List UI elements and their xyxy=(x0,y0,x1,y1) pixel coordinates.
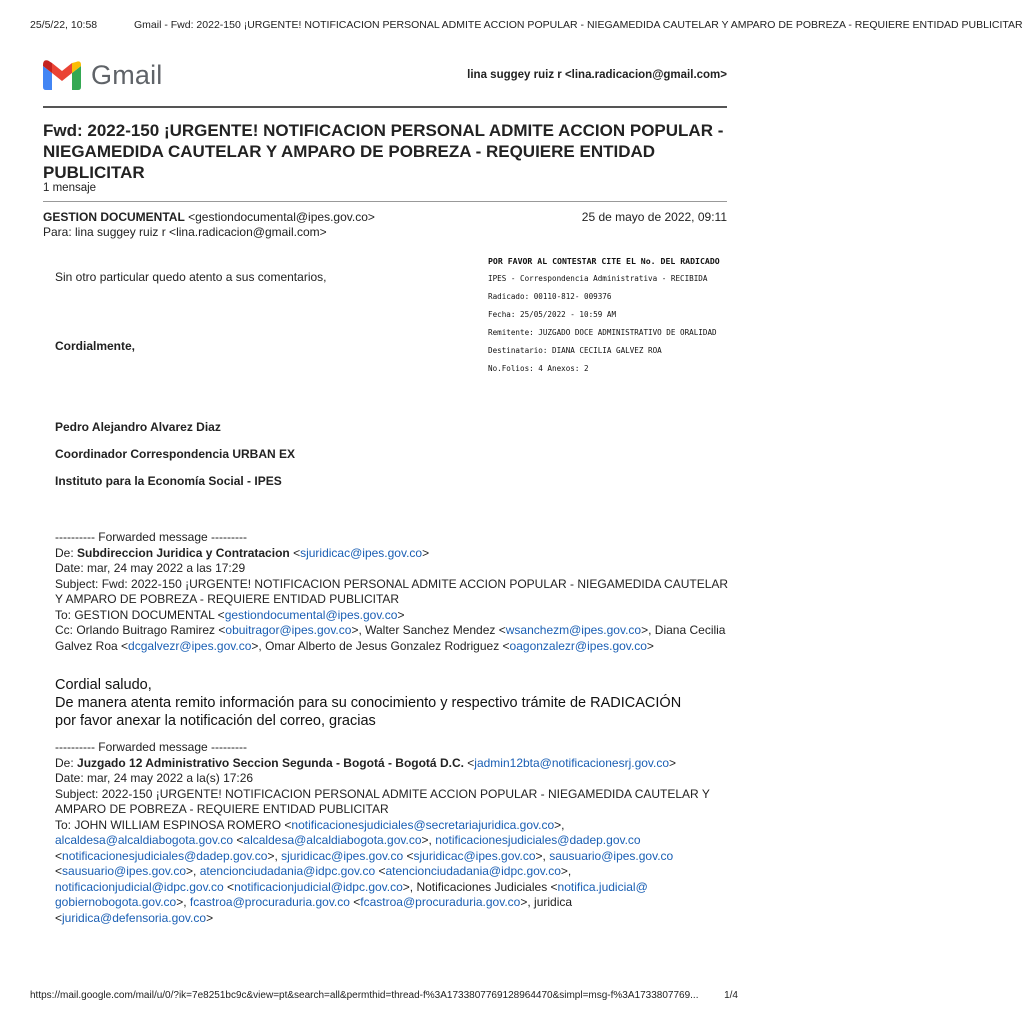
note-line: por favor anexar la notificación del correo, gracias xyxy=(55,713,376,729)
forward-marker: ---------- Forwarded message --------- xyxy=(55,530,247,544)
email-link[interactable]: fcastroa@procuraduria.gov.co xyxy=(360,895,521,909)
note-line: De manera atenta remito información para su conocimiento y respectivo trámite de RADICACIÓN xyxy=(55,695,682,711)
email-link[interactable]: atencionciudadania@idpc.gov.co xyxy=(199,864,376,878)
email-link[interactable]: sausuario@ipes.gov.co xyxy=(549,848,674,863)
body-line: Sin otro particular quedo atento a sus comentarios, xyxy=(55,270,327,284)
message-count: 1 mensaje xyxy=(43,182,97,194)
email-link[interactable]: notificacionesjudiciales@dadep.gov.co xyxy=(435,833,641,847)
stamp-line: Destinatario: DIANA CECILIA GALVEZ ROA xyxy=(488,346,662,355)
forwarded-block-1 xyxy=(55,530,735,654)
stamp-line: No.Folios: 4 Anexos: 2 xyxy=(488,364,589,373)
email-link[interactable]: notificacionesjudiciales@dadep.gov.co xyxy=(62,848,268,863)
greeting: Cordial saludo, xyxy=(55,677,152,693)
email-link[interactable]: sjuridicac@ipes.gov.co xyxy=(300,545,423,560)
email-link[interactable]: notificacionjudicial@idpc.gov.co xyxy=(55,879,224,894)
email-link[interactable]: fcastroa@procuraduria.gov.co xyxy=(189,895,350,909)
email-link[interactable]: gestiondocumental@ipes.gov.co xyxy=(224,607,398,622)
subject-divider xyxy=(43,201,727,202)
email-link[interactable]: oagonzalezr@ipes.gov.co xyxy=(509,638,647,653)
email-link[interactable]: notificacionjudicial@idpc.gov.co xyxy=(234,879,403,894)
email-link[interactable]: notifica.judicial@ xyxy=(557,879,648,894)
filing-stamp xyxy=(488,252,748,378)
email-link[interactable]: sjuridicac@ipes.gov.co xyxy=(281,848,404,863)
forwarded-block-2 xyxy=(55,740,735,926)
print-datetime: 25/5/22, 10:58 xyxy=(30,19,98,31)
forward-date: Date: mar, 24 may 2022 a la(s) 17:26 xyxy=(55,771,254,785)
stamp-line: IPES - Correspondencia Administrativa - RECIBIDA xyxy=(488,274,708,283)
forward-note xyxy=(55,676,745,730)
message-date: 25 de mayo de 2022, 09:11 xyxy=(581,210,727,224)
closing: Cordialmente, xyxy=(55,339,136,353)
signature-name: Pedro Alejandro Alvarez Diaz xyxy=(55,420,221,434)
print-url: https://mail.google.com/mail/u/0/?ik=7e8251bc9c&view=pt&search=all&permthid=thread-f%3A1733807769128964470&simpl=msg-f%3A1733807769... xyxy=(30,990,699,1001)
gmail-logo xyxy=(43,60,163,90)
forward-to: To: GESTION DOCUMENTAL <gestiondocumental@ipes.gov.co> xyxy=(55,607,405,622)
email-link[interactable]: gobiernobogota.gov.co xyxy=(55,895,177,909)
email-link[interactable]: notificacionesjudiciales@secretariajuridica.gov.co xyxy=(291,817,555,832)
forward-subject: Subject: 2022-150 ¡URGENTE! NOTIFICACION PERSONAL ADMITE ACCION POPULAR - NIEGAMEDIDA CAUTELAR Y AMPARO DE POBREZA - REQUIERE ENTIDAD PUBLICITAR xyxy=(55,786,710,816)
stamp-line: Radicado: 00110-812- 009376 xyxy=(488,292,612,301)
email-link[interactable]: sausuario@ipes.gov.co xyxy=(62,864,187,878)
signature-role: Coordinador Correspondencia URBAN EX xyxy=(55,447,296,461)
stamp-line: Remitente: JUZGADO DOCE ADMINISTRATIVO DE ORALIDAD xyxy=(488,328,717,337)
forward-from: De: Subdireccion Juridica y Contratacion <sjuridicac@ipes.gov.co> xyxy=(55,545,430,560)
forward-subject: Subject: Fwd: 2022-150 ¡URGENTE! NOTIFICACION PERSONAL ADMITE ACCION POPULAR - NIEGAMEDIDA CAUTELAR Y AMPARO DE POBREZA - REQUIERE ENTIDAD PUBLICITAR xyxy=(55,576,729,606)
email-link[interactable]: wsanchezm@ipes.gov.co xyxy=(505,623,642,637)
print-header xyxy=(0,0,1023,40)
gmail-wordmark: Gmail xyxy=(91,59,163,90)
email-link[interactable]: alcaldesa@alcaldiabogota.gov.co xyxy=(55,833,234,847)
email-link[interactable]: juridica@defensoria.gov.co xyxy=(62,910,207,925)
page-number: 1/4 xyxy=(724,990,738,1001)
stamp-title: POR FAVOR AL CONTESTAR CITE EL No. DEL RADICADO xyxy=(488,256,720,266)
email-link[interactable]: atencionciudadania@idpc.gov.co xyxy=(385,864,561,878)
email-link[interactable]: dcgalvezr@ipes.gov.co xyxy=(128,638,252,653)
sender-email: <gestiondocumental@ipes.gov.co> xyxy=(188,210,375,224)
message-to: Para: lina suggey ruiz r <lina.radicacion@gmail.com> xyxy=(43,225,327,239)
forward-to: To: JOHN WILLIAM ESPINOSA ROMERO <notificacionesjudiciales@secretariajuridica.gov.co>, alcaldesa@alcaldiabogota.gov.co <alcaldesa@alcaldiabogota.gov.co>, notificacionesjudiciales@dadep.gov.co <notificacionesjudiciales@dadep.gov.co>, sjuridicac@ipes.gov.co <sjuridicac@ipes.gov.co>, sausuario@ipes.gov.co <sausuario@ipes.gov.co>, atencionciudadania@idpc.gov.co <atencionciudadania@idpc.gov.co>, notificacionjudicial@idpc.gov.co <notificacionjudicial@idpc.gov.co>, Notificaciones Judiciales <notifica.judicial@ gobiernobogota.gov.co>, fcastroa@procuraduria.gov.co <fcastroa@procuraduria.gov.co>, juridica <juridica@defensoria.gov.co> xyxy=(55,817,674,925)
gmail-m-icon xyxy=(43,61,81,90)
email-link[interactable]: jadmin12bta@notificacionesrj.gov.co xyxy=(474,755,670,770)
account-label: lina suggey ruiz r <lina.radicacion@gmail.com> xyxy=(467,69,727,81)
email-link[interactable]: alcaldesa@alcaldiabogota.gov.co xyxy=(243,833,422,847)
forward-date: Date: mar, 24 may 2022 a las 17:29 xyxy=(55,561,246,575)
thread-subject: Fwd: 2022-150 ¡URGENTE! NOTIFICACION PERSONAL ADMITE ACCION POPULAR - NIEGAMEDIDA CAUTELAR Y AMPARO DE POBREZA - REQUIERE ENTIDAD PUBLICITAR xyxy=(43,121,724,182)
forward-marker: ---------- Forwarded message --------- xyxy=(55,740,247,754)
message-from xyxy=(43,210,375,224)
signature-org: Instituto para la Economía Social - IPES xyxy=(55,474,282,488)
header-divider xyxy=(43,106,727,108)
sender-name: GESTION DOCUMENTAL xyxy=(43,210,185,224)
print-page-title: Gmail - Fwd: 2022-150 ¡URGENTE! NOTIFICACION PERSONAL ADMITE ACCION POPULAR - NIEGAMEDIDA CAUTELAR Y AMPARO DE POBREZA - REQUIERE ENTIDAD PUBLICITAR xyxy=(134,19,1023,31)
email-link[interactable]: obuitragor@ipes.gov.co xyxy=(225,623,352,637)
stamp-line: Fecha: 25/05/2022 - 10:59 AM xyxy=(488,310,617,319)
forward-from: De: Juzgado 12 Administrativo Seccion Segunda - Bogotá - Bogotá D.C. <jadmin12bta@notificacionesrj.gov.co> xyxy=(55,755,677,770)
email-link[interactable]: sjuridicac@ipes.gov.co xyxy=(413,848,536,863)
forward-cc: Cc: Orlando Buitrago Ramirez <obuitragor@ipes.gov.co>, Walter Sanchez Mendez <wsanchezm@ipes.gov.co>, Diana Cecilia Galvez Roa <dcgalvezr@ipes.gov.co>, Omar Alberto de Jesus Gonzalez Rodriguez <oagonzalezr@ipes.gov.co> xyxy=(55,623,726,653)
